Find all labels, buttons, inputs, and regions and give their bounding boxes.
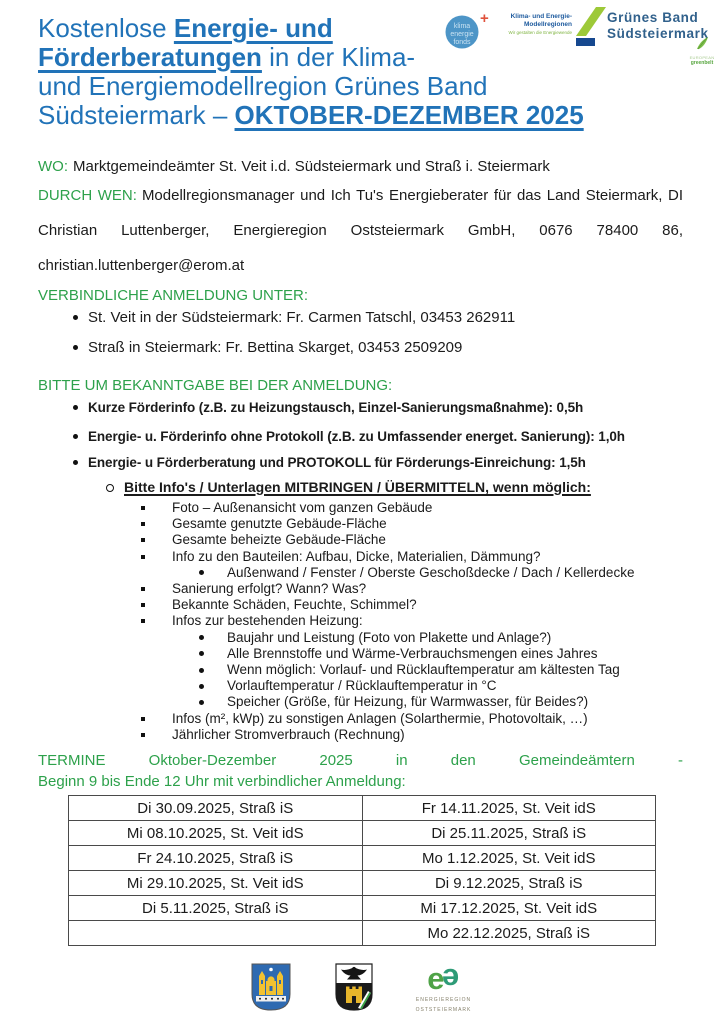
header-logos xyxy=(444,4,716,70)
title-line4: Südsteiermark – OKTOBER-DEZEMBER 2025 xyxy=(38,100,584,130)
schedule-cell xyxy=(69,921,363,946)
checklist-item: Jährlicher Stromverbrauch (Rechnung) xyxy=(38,727,683,743)
anmeldung-item: St. Veit in der Südsteiermark: Fr. Carmen Tatschl, 03453 262911 xyxy=(38,308,683,327)
service-item: Kurze Förderinfo (z.B. zu Heizungstausch, Einzel-Sanierungsmaßnahme): 0,5h xyxy=(38,398,683,417)
energieregion-text-line1: ENERGIEREGION xyxy=(415,997,472,1004)
kem-logo-line1: Klima- und Energie- xyxy=(510,13,572,20)
service-item: Energie- u Förderberatung und PROTOKOLL für Förderungs-Einreichung: 1,5h xyxy=(38,453,683,472)
termine-heading-line2: Beginn 9 bis Ende 12 Uhr mit verbindlicher Anmeldung: xyxy=(38,773,406,791)
checklist-item: Foto – Außenansicht vom ganzen Gebäude xyxy=(38,500,683,516)
energieregion-text-line2: OSTSTEIERMARK xyxy=(415,1006,472,1013)
schedule-cell: Di 30.09.2025, Straß iS xyxy=(69,796,363,821)
checklist-item: Infos (m², kWp) zu sonstigen Anlagen (Solarthermie, Photovoltaik, …) xyxy=(38,711,683,727)
unterlagen-checklist xyxy=(38,500,683,743)
checklist-item: Infos zur bestehenden Heizung: xyxy=(38,613,683,629)
checklist-subitem: Baujahr und Leistung (Foto von Plakette und Anlage?) xyxy=(38,630,683,646)
schedule-cell: Mi 08.10.2025, St. Veit idS xyxy=(69,821,363,846)
energieregion-logo xyxy=(415,961,472,1013)
checklist-item: Info zu den Bauteilen: Aufbau, Dicke, Materialien, Dämmung? xyxy=(38,549,683,565)
greenbelt-text-line1: EUROPEAN xyxy=(689,55,715,60)
gruenes-band-line2: Südsteiermark xyxy=(607,25,709,41)
klimafonds-logo-icon xyxy=(444,6,494,54)
checklist-subitem: Wenn möglich: Vorlauf- und Rücklauftemperatur am kältesten Tag xyxy=(38,662,683,678)
gruenes-band-line1: Grünes Band xyxy=(607,10,699,25)
schedule-cell: Mo 22.12.2025, Straß iS xyxy=(362,921,656,946)
svg-text:+: + xyxy=(480,10,489,27)
schedule-cell: Fr 24.10.2025, Straß iS xyxy=(69,846,363,871)
greenbelt-text-line2: greenbelt xyxy=(690,60,714,66)
kem-logo-tagline: Wir gestalten die Energiewende xyxy=(508,30,572,35)
svg-text:klima: klima xyxy=(453,23,471,30)
title-line2: Förderberatungen in der Klima- xyxy=(38,42,416,72)
durch-wen-text: Modellregionsmanager und Ich Tu's Energieberater für das Land Steiermark, DI Christian Luttenberger, Energieregion Oststeiermark GmbH, 0676 78400 86, christian.luttenberger@erom.at xyxy=(38,187,683,274)
schedule-cell: Di 25.11.2025, Straß iS xyxy=(362,821,656,846)
durch-wen-label: DURCH WEN: xyxy=(38,187,137,204)
schedule-cell: Mo 1.12.2025, St. Veit idS xyxy=(362,846,656,871)
anmeldung-heading: VERBINDLICHE ANMELDUNG UNTER: xyxy=(38,287,309,304)
checklist-subitem: Speicher (Größe, für Heizung, für Warmwasser, für Beides?) xyxy=(38,694,683,710)
schedule-table xyxy=(68,795,656,946)
wo-label: WO: xyxy=(38,158,68,175)
energieregion-e-icon: ee xyxy=(427,961,460,998)
unterlagen-subheading: Bitte Info's / Unterlagen MITBRINGEN / ÜBERMITTELN, wenn möglich: xyxy=(38,478,683,497)
strass-coat-of-arms-icon xyxy=(334,962,374,1012)
schedule-cell: Di 9.12.2025, Straß iS xyxy=(362,871,656,896)
kem-flag-icon xyxy=(576,7,606,49)
footer-logos xyxy=(38,962,683,1013)
table-row xyxy=(69,821,656,846)
durch-wen-paragraph xyxy=(38,178,683,283)
title-line1: Kostenlose Energie- und xyxy=(38,13,333,43)
checklist-subitem: Vorlauftemperatur / Rücklauftemperatur in °C xyxy=(38,678,683,694)
schedule-cell: Mi 17.12.2025, St. Veit idS xyxy=(362,896,656,921)
checklist-subitem: Alle Brennstoffe und Wärme-Verbrauchsmengen eines Jahres xyxy=(38,646,683,662)
wo-text: Marktgemeindeämter St. Veit i.d. Südsteiermark und Straß i. Steiermark xyxy=(73,158,550,175)
checklist-item: Gesamte genutzte Gebäude-Fläche xyxy=(38,516,683,532)
schedule-cell: Fr 14.11.2025, St. Veit idS xyxy=(362,796,656,821)
table-row xyxy=(69,846,656,871)
kem-logo-text xyxy=(500,13,572,35)
st-veit-coat-of-arms-icon xyxy=(250,962,292,1012)
checklist-subitem: Außenwand / Fenster / Oberste Geschoßdecke / Dach / Kellerdecke xyxy=(38,565,683,581)
service-item: Energie- u. Förderinfo ohne Protokoll (z.B. zu Umfassender energet. Sanierung): 1,0h xyxy=(38,427,683,446)
table-row xyxy=(69,921,656,946)
svg-text:energie: energie xyxy=(450,31,474,38)
title-line3: und Energiemodellregion Grünes Band xyxy=(38,71,488,101)
table-row xyxy=(69,871,656,896)
table-row xyxy=(69,796,656,821)
anmeldung-item: Straß in Steiermark: Fr. Bettina Skarget, 03453 2509209 xyxy=(38,338,683,357)
termine-heading-line1: TERMINE Oktober-Dezember 2025 in den Gemeindeämtern - xyxy=(38,752,683,770)
kem-logo-line2: Modellregionen xyxy=(523,20,572,28)
checklist-item: Bekannte Schäden, Feuchte, Schimmel? xyxy=(38,597,683,613)
checklist-item: Gesamte beheizte Gebäude-Fläche xyxy=(38,532,683,548)
schedule-cell: Mi 29.10.2025, St. Veit idS xyxy=(69,871,363,896)
checklist-item: Sanierung erfolgt? Wann? Was? xyxy=(38,581,683,597)
schedule-cell: Di 5.11.2025, Straß iS xyxy=(69,896,363,921)
table-row xyxy=(69,896,656,921)
wo-line xyxy=(38,156,683,178)
bekanntgabe-heading: BITTE UM BEKANNTGABE BEI DER ANMELDUNG: xyxy=(38,377,393,394)
greenbelt-leaf-icon xyxy=(694,36,710,50)
greenbelt-logo xyxy=(685,36,719,66)
svg-text:fonds: fonds xyxy=(453,39,471,46)
